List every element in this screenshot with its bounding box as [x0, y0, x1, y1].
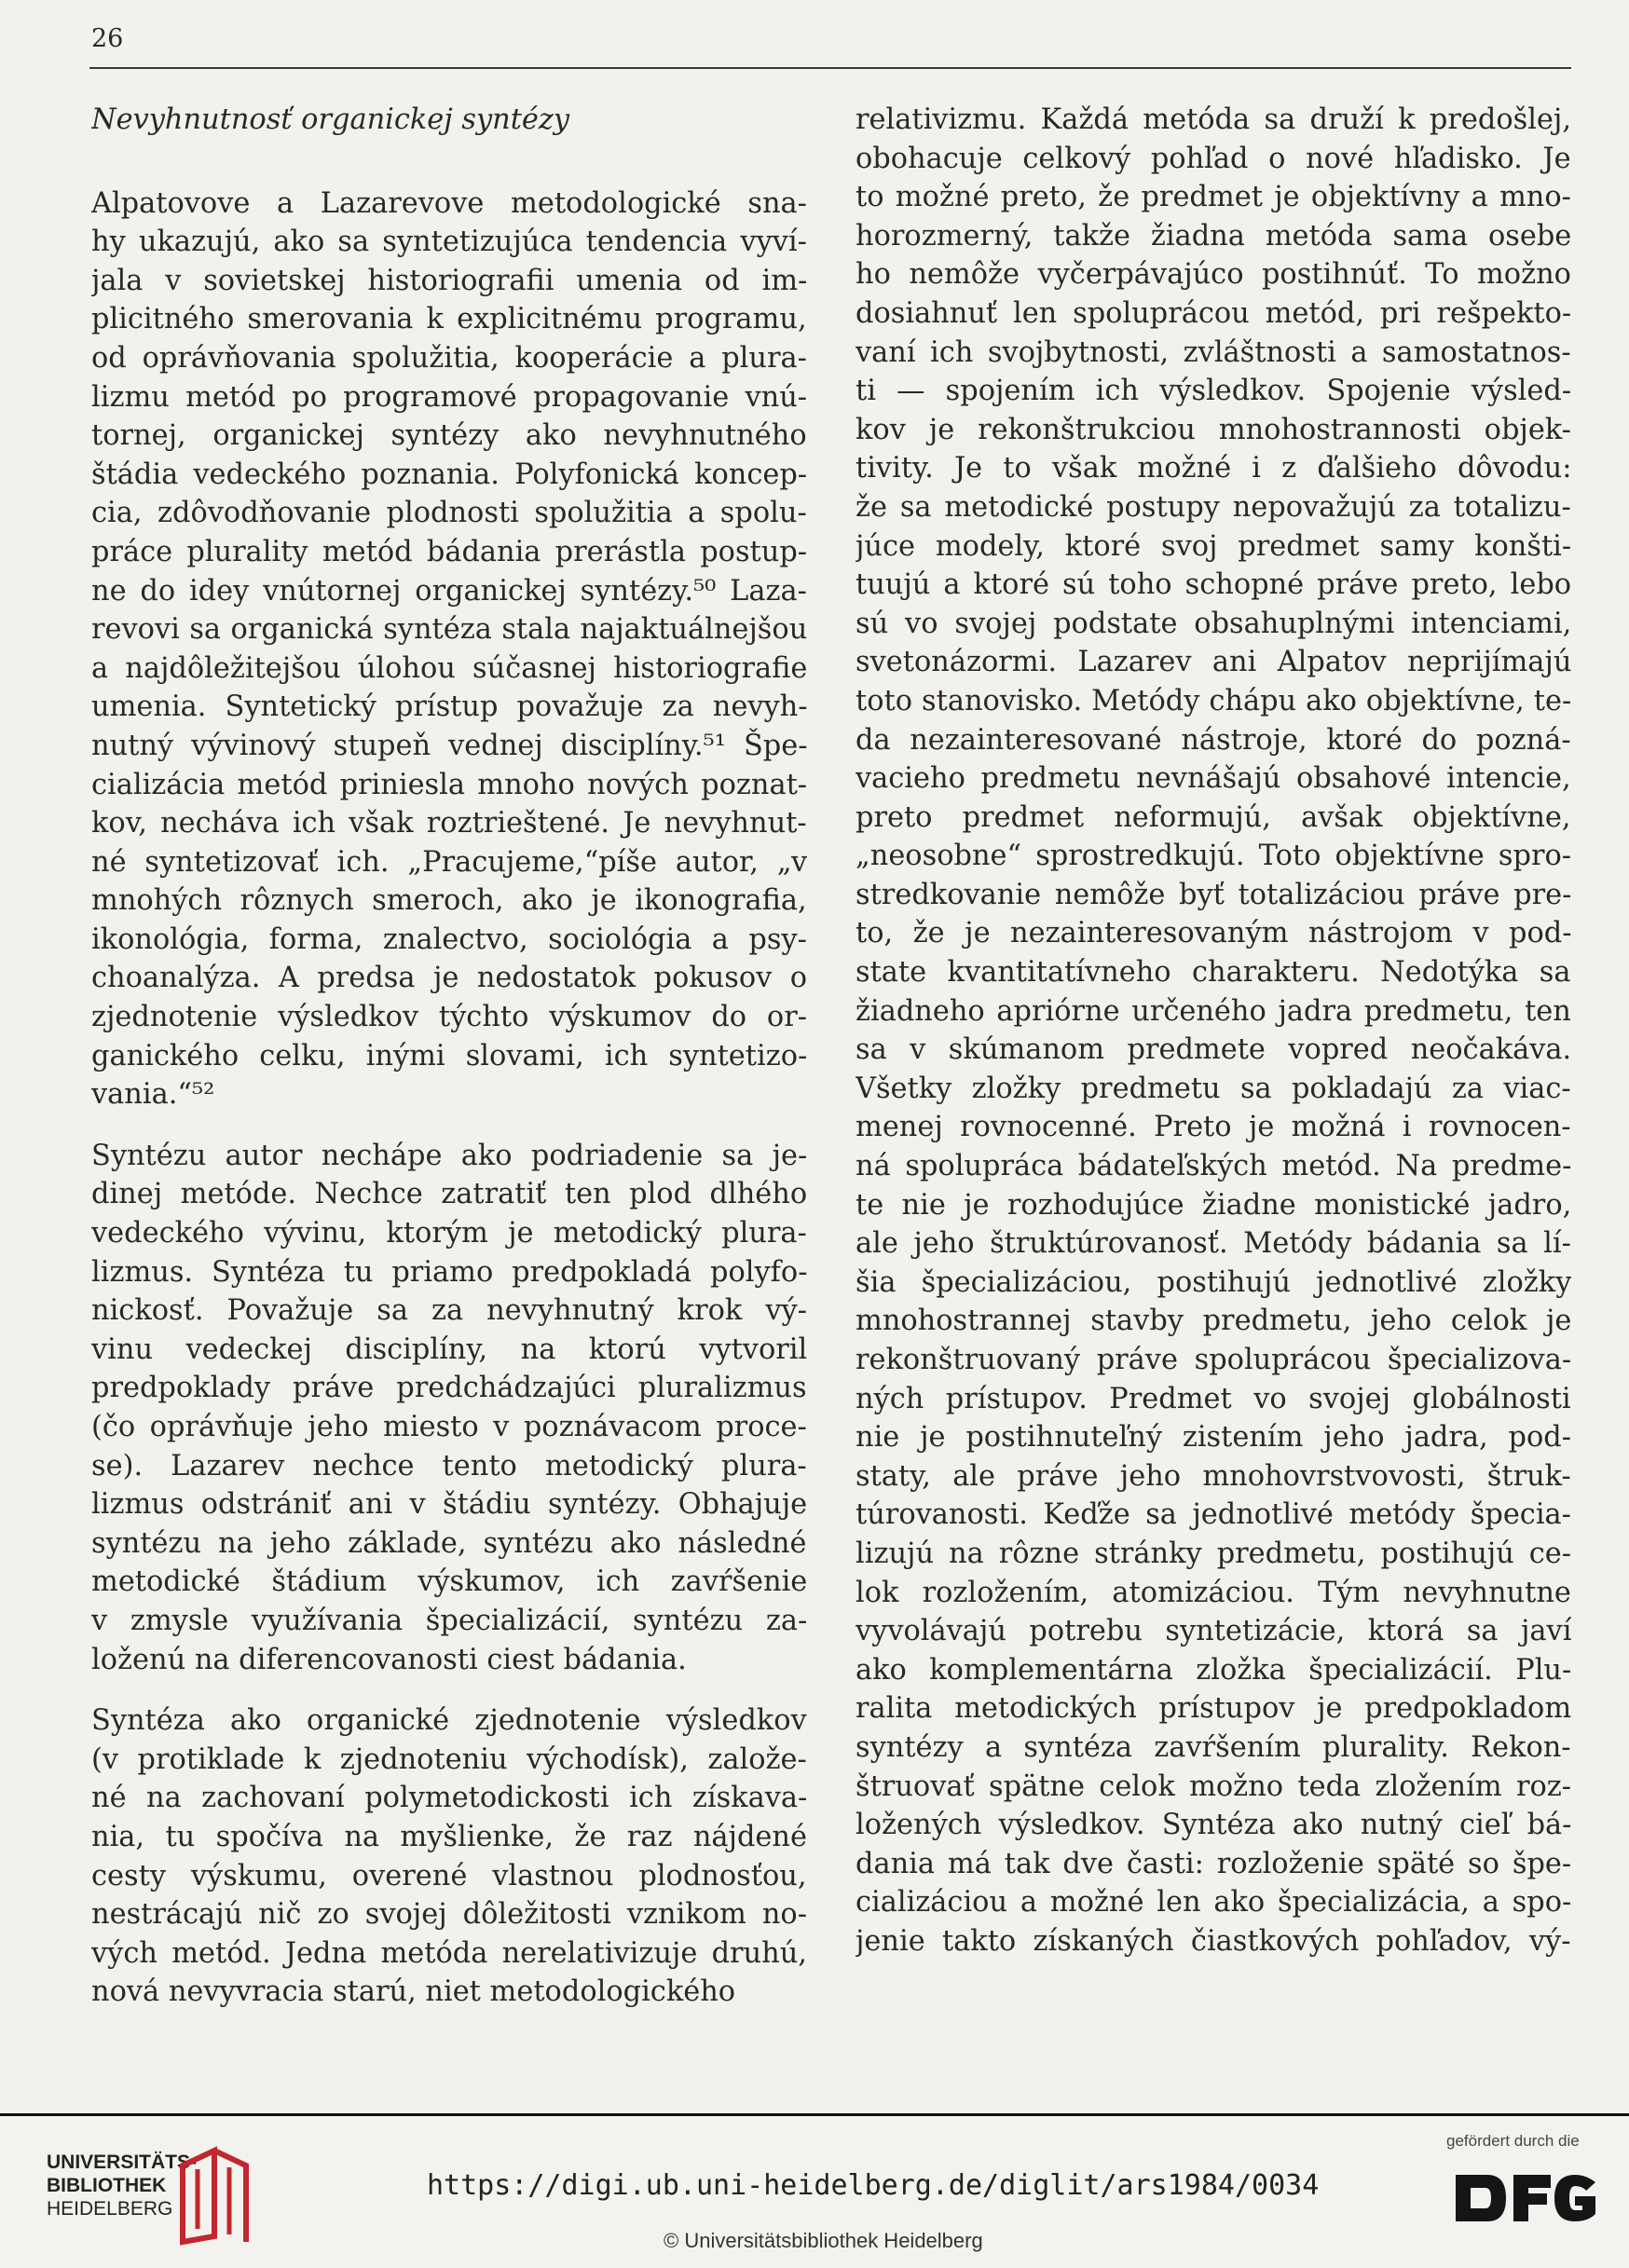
right-column-text-line: vyvolávajú potrebu syntetizácie, ktorá sa javí	[856, 1615, 1571, 1648]
left-column-text-line: od oprávňovania spolužitia, kooperácie a plura-	[91, 341, 807, 375]
left-column-text-line: nestrácajú nič zo svojej dôležitosti vznikom no-	[91, 1898, 807, 1932]
right-column-text-line: ná spolupráca bádateľských metód. Na predme-	[856, 1150, 1571, 1183]
right-column-text-line: to možné preto, že predmet je objektívny a mno-	[856, 181, 1571, 214]
right-column-text-line: Všetky zložky predmetu sa pokladajú za viac-	[856, 1072, 1571, 1105]
library-name-line3: HEIDELBERG	[47, 2198, 173, 2220]
right-column-text-line: ralita metodických prístupov je predpokladom	[856, 1692, 1571, 1726]
library-name-line1: UNIVERSITÄTS-	[47, 2152, 198, 2173]
left-column-text-line: lizmus odstrániť ani v štádiu syntézy. Obhajuje	[91, 1488, 807, 1522]
left-column-text-line: Syntézu autor nechápe ako podriadenie sa je-	[91, 1139, 807, 1172]
right-column-text-line: lok rozložením, atomizáciou. Tým nevyhnutne	[856, 1576, 1571, 1609]
left-column-text-line: mnohých rôznych smeroch, ako je ikonografia,	[91, 884, 807, 918]
right-column-text-line: ložených výsledkov. Syntéza ako nutný cieľ bá-	[856, 1809, 1571, 1842]
left-column-text-line: Alpatovove a Lazarevove metodologické sna-	[91, 186, 807, 220]
library-mark-icon	[166, 2145, 274, 2246]
right-column-text-line: „neosobne“ sprostredkujú. Toto objektívne spro-	[856, 840, 1571, 873]
right-column-text-line: túrovanosti. Keďže sa jednotlivé metódy špecia-	[856, 1498, 1571, 1532]
left-column-text-line: vania.“⁵²	[91, 1078, 215, 1112]
left-column-text-line: (čo oprávňuje jeho miesto v poznávacom proce-	[91, 1411, 807, 1443]
right-column-text-line: te nie je rozhodujúce žiadne monistické jadro,	[856, 1188, 1571, 1222]
left-column-text-line: Syntéza ako organické zjednotenie výsledkov	[91, 1704, 807, 1738]
right-column-text-line: júce modely, ktoré svoj predmet samy konšti-	[856, 529, 1571, 563]
right-column-text-line: preto predmet neformujú, avšak objektívne,	[856, 800, 1571, 834]
right-column-text-line: to, že je nezainteresovaným nástrojom v pod-	[856, 917, 1571, 950]
left-column-text-line: kov, necháva ich však roztrieštené. Je nevyhnut-	[91, 807, 807, 840]
right-column-text-line: rekonštruovaný práve spoluprácou špecializova-	[856, 1344, 1571, 1376]
left-column-text-line: práce plurality metód bádania prerástla postup-	[91, 535, 807, 568]
left-column-text-line: vinu vedeckej disciplíny, na ktorú vytvoril	[91, 1332, 807, 1366]
left-column-text-line: zjednotenie výsledkov týchto výskumov do or-	[91, 1001, 807, 1034]
right-column-text-line: lizujú na rôzne stránky predmetu, postihujú ce-	[856, 1537, 1571, 1570]
paragraph-gap	[91, 1679, 807, 1701]
right-column-text-line: štruovať spätne celok možno teda zložením roz-	[856, 1769, 1571, 1803]
left-column-text-line: lizmus. Syntéza tu priamo predpokladá polyfo-	[91, 1255, 807, 1289]
left-column-text-line: nutný vývinový stupeň vednej disciplíny.⁵¹ Špe-	[91, 729, 807, 762]
right-column-text-line: sa v skúmanom predmete vopred neočakáva.	[856, 1033, 1571, 1067]
right-column-text-line: state kvantitatívneho charakteru. Nedotýka sa	[856, 956, 1571, 990]
page-number: 26	[91, 24, 124, 53]
footer-rule	[0, 2113, 1629, 2116]
right-column-text-line: vacieho predmetu nevnášajú obsahové intencie,	[856, 762, 1571, 796]
university-library-logo[interactable]	[47, 2143, 280, 2246]
right-column-text-line: ho nemôže vyčerpávajúco postihnúť. To možno	[856, 258, 1571, 292]
left-column-text-line: syntézu na jeho základe, syntézu ako následné	[91, 1526, 807, 1560]
left-column-text-line: hy ukazujú, ako sa syntetizujúca tendencia vyví-	[91, 225, 807, 259]
right-column-text-line: šia špecializáciou, postihujú jednotlivé zložky	[856, 1265, 1571, 1299]
left-column-text-line: cializácia metód priniesla mnoho nových poznat-	[91, 768, 807, 801]
right-column-text-line: dosiahnuť len spoluprácou metód, pri rešpekto-	[856, 296, 1571, 330]
left-column-text-line: a najdôležitejšou úlohou súčasnej historiografie	[91, 651, 807, 685]
left-column-text-line: ganického celku, inými slovami, ich syntetizo-	[91, 1039, 807, 1073]
right-column-text-line: vaní ich svojbytnosti, zvláštnosti a samostatnos-	[856, 335, 1571, 369]
header-rule	[89, 67, 1571, 69]
library-name-line2: BIBLIOTHEK	[47, 2175, 167, 2196]
left-column-text-line: choanalýza. A predsa je nedostatok pokusov o	[91, 962, 807, 995]
right-column-text-line: kov je rekonštrukciou mnohostrannosti objek-	[856, 413, 1571, 446]
right-column-text-line: nie je postihnuteľný zistením jeho jadra, pod-	[856, 1421, 1571, 1455]
right-column-text-line: dania má tak dve časti: rozloženie späté so špe-	[856, 1847, 1571, 1880]
right-column-text-line: svetonázormi. Lazarev ani Alpatov neprijímajú	[856, 646, 1571, 679]
left-column-text-line: vedeckého vývinu, ktorým je metodický plura-	[91, 1217, 807, 1250]
right-column-text-line: že sa metodické postupy nepovažujú za totalizu-	[856, 490, 1571, 524]
left-column-text-line: né na zachovaní polymetodickosti ich získava-	[91, 1782, 807, 1815]
left-column-text-line: štádia vedeckého poznania. Polyfonická koncep-	[91, 458, 807, 491]
left-column-text-line: jala v sovietskej historiografii umenia od im-	[91, 264, 807, 297]
section-heading: Nevyhnutnosť organickej syntézy	[91, 103, 570, 136]
left-column-text-line: se). Lazarev nechce tento metodický plura-	[91, 1449, 807, 1482]
right-column-text-line: toto stanovisko. Metódy chápu ako objektívne, te-	[856, 684, 1571, 717]
left-column-text-line: umenia. Syntetický prístup považuje za nevyh-	[91, 690, 807, 724]
right-column-text-line: tuujú a ktoré sú toho schopné práve preto, lebo	[856, 568, 1571, 602]
footer	[0, 2113, 1629, 2268]
right-column-text-line: sú vo svojej podstate obsahuplnými intenciami,	[856, 607, 1571, 640]
left-column-text-line: loženú na diferencovanosti ciest bádania.	[91, 1643, 687, 1676]
right-column-text-line: relativizmu. Každá metóda sa druží k predošlej,	[856, 103, 1571, 136]
left-column-text-line: cesty výskumu, overené vlastnou plodnosťou,	[91, 1859, 807, 1892]
left-column-text-line: lizmu metód po programové propagovanie vnú-	[91, 380, 807, 414]
left-column-text-line: vých metód. Jedna metóda nerelativizuje druhú,	[91, 1936, 807, 1970]
right-column-text-line: tivity. Je to však možné i z ďalšieho dôvodu:	[856, 452, 1571, 485]
left-column-text-line: revovi sa organická syntéza stala najaktuálnejšou	[91, 613, 807, 647]
left-column-text-line: né syntetizovať ich. „Pracujeme,“píše autor, „v	[91, 845, 807, 879]
source-url-link[interactable]: https://digi.ub.uni-heidelberg.de/diglit/ars1984/0034	[427, 2169, 1320, 2202]
left-column-text-line: metodické štádium výskumov, ich zavŕšenie	[91, 1565, 807, 1599]
dfg-logo-icon[interactable]	[1450, 2166, 1599, 2231]
right-column-text-line: syntézy a syntéza zavŕšením plurality. Rekon-	[856, 1730, 1571, 1764]
left-column-text-line: nia, tu spočíva na myšlienke, že raz nájdené	[91, 1820, 807, 1853]
right-column-text-line: horozmerný, takže žiadna metóda sama osebe	[856, 219, 1571, 253]
right-column-text-line: cializáciou a možné len ako špecializácia, a spo-	[856, 1886, 1571, 1920]
right-column-text-line: žiadneho apriórne určeného jadra predmetu, ten	[856, 994, 1571, 1028]
right-column-text-line: da nezainteresované nástroje, ktoré do pozná-	[856, 723, 1571, 757]
left-column-text-line: tornej, organickej syntézy ako nevyhnutného	[91, 419, 807, 453]
right-column-text-line: ako komplementárna zložka špecializácií. Plu-	[856, 1653, 1571, 1687]
left-column-text-line: nickosť. Považuje sa za nevyhnutný krok vý-	[91, 1294, 807, 1328]
right-column-text-line: mnohostrannej stavby predmetu, jeho celok je	[856, 1305, 1571, 1338]
left-column-text-line: ikonológia, forma, znalectvo, sociológia a psy-	[91, 922, 807, 956]
left-column-text-line: (v protiklade k zjednoteniu východísk), založe-	[91, 1742, 807, 1776]
left-column-text-line: v zmysle využívania špecializácií, syntézu za-	[91, 1604, 807, 1637]
right-column-text-line: ných prístupov. Predmet vo svojej globálnosti	[856, 1382, 1571, 1415]
right-column-text-line: jenie takto získaných čiastkových pohľadov, vý-	[856, 1924, 1571, 1958]
right-column-text-line: obohacuje celkový pohľad o nové hľadisko. Je	[856, 142, 1571, 175]
paragraph-gap	[91, 1114, 807, 1137]
right-column	[856, 101, 1571, 1961]
left-column-text-line: plicitného smerovania k explicitnému programu,	[91, 303, 807, 336]
left-column-text-line: predpoklady práve predchádzajúci pluralizmus	[91, 1372, 807, 1405]
left-column	[91, 101, 807, 2012]
left-column-text-line: nová nevyvracia starú, niet metodologického	[91, 1975, 736, 2009]
funded-by-label: gefördert durch die	[1446, 2132, 1580, 2150]
left-column-text-line: cia, zdôvodňovanie plodnosti spolužitia a spolu-	[91, 497, 807, 530]
right-column-text-line: staty, ale práve jeho mnohovrstvovosti, štruk-	[856, 1459, 1571, 1493]
left-column-text-line: dinej metóde. Nechce zatratiť ten plod dlhého	[91, 1178, 807, 1211]
copyright-notice: © Universitätsbibliothek Heidelberg	[664, 2229, 983, 2252]
right-column-text-line: ti — spojením ich výsledkov. Spojenie výsled-	[856, 375, 1571, 408]
right-column-text-line: stredkovanie nemôže byť totalizáciou práve pre-	[856, 878, 1571, 911]
left-column-text-line: ne do idey vnútornej organickej syntézy.⁵⁰ Laza-	[91, 574, 807, 608]
right-column-text-line: ale jeho štruktúrovanosť. Metódy bádania sa lí-	[856, 1227, 1571, 1261]
right-column-text-line: menej rovnocenné. Preto je možná i rovnocen-	[856, 1111, 1571, 1144]
